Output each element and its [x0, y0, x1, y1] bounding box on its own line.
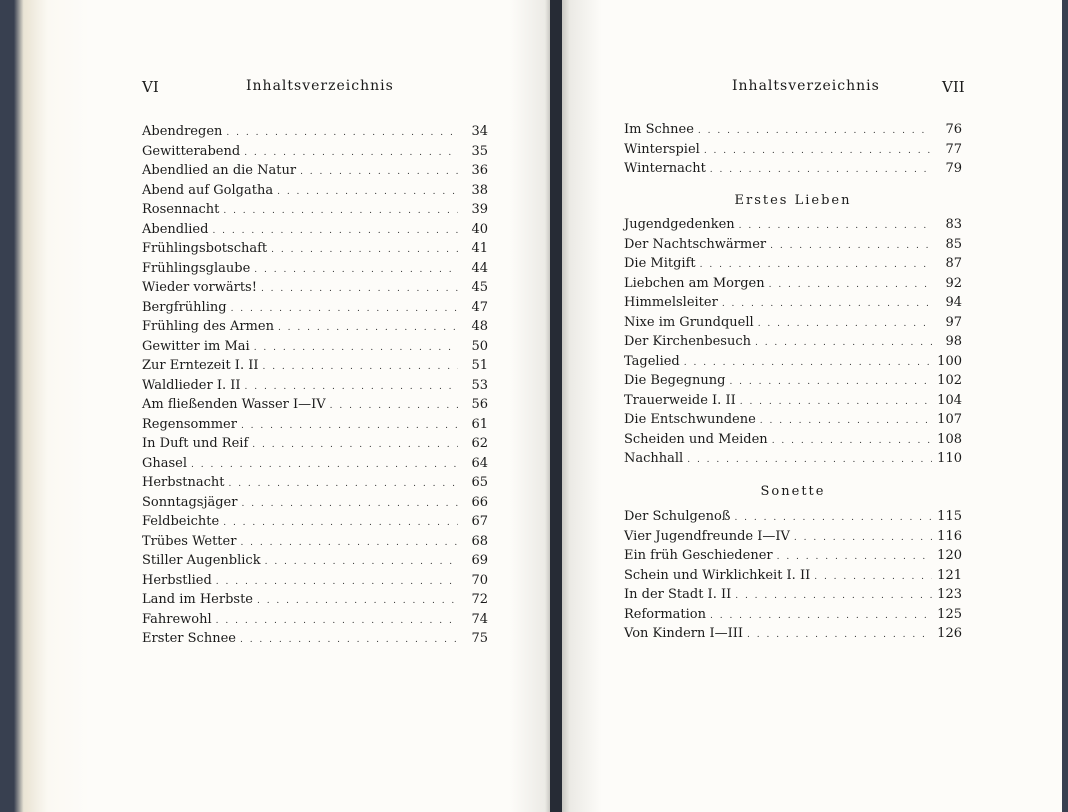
toc-leader-dots — [700, 260, 932, 270]
toc-leader-dots — [814, 572, 932, 582]
toc-entry — [142, 592, 488, 612]
toc-entry — [142, 280, 488, 300]
toc-leader-dots — [330, 401, 458, 411]
toc-entry — [624, 142, 962, 162]
toc-leader-dots — [241, 421, 458, 431]
toc-entry-title: Ein früh Geschiedener — [624, 548, 773, 563]
toc-leader-dots — [794, 533, 932, 543]
toc-entry — [142, 436, 488, 456]
toc-entry-title: Wieder vorwärts! — [142, 280, 257, 295]
toc-entry-page: 108 — [937, 431, 962, 447]
toc-entry — [142, 144, 488, 164]
toc-entry-title: Ghasel — [142, 455, 188, 471]
toc-entry-page: 53 — [471, 377, 488, 393]
left-page-number: VI — [142, 78, 159, 96]
toc-entry-title: In Duft und Reif — [142, 436, 249, 451]
toc-entry — [624, 451, 962, 471]
toc-entry-page: 36 — [471, 163, 488, 178]
section-title-sonette: Sonette — [760, 484, 826, 499]
toc-entry-title: Die Entschwundene — [624, 412, 756, 427]
toc-leader-dots — [687, 455, 932, 465]
toc-leader-dots — [223, 206, 458, 216]
toc-entry — [142, 397, 488, 417]
toc-leader-dots — [254, 343, 458, 353]
toc-list-sonette — [624, 509, 962, 646]
toc-entry-title: Rosennacht — [142, 202, 220, 217]
toc-entry — [624, 587, 962, 607]
toc-entry-title: Land im Herbste — [142, 592, 253, 607]
toc-entry-page: 115 — [937, 509, 962, 524]
toc-entry-title: Jugendgedenken — [624, 217, 735, 232]
toc-entry-page: 74 — [471, 611, 488, 627]
toc-entry-page: 45 — [471, 280, 488, 295]
toc-entry — [624, 412, 962, 432]
toc-leader-dots — [216, 616, 458, 626]
toc-entry-page: 35 — [471, 143, 488, 159]
toc-entry-page: 107 — [937, 412, 962, 427]
toc-entry — [142, 573, 488, 593]
toc-entry-title: Trübes Wetter — [142, 533, 237, 549]
toc-list-right-top — [624, 122, 962, 181]
toc-leader-dots — [223, 518, 458, 528]
toc-leader-dots — [300, 167, 458, 177]
toc-leader-dots — [191, 460, 458, 470]
toc-entry-title: Abendlied — [142, 221, 209, 237]
toc-entry — [624, 217, 962, 237]
toc-entry-title: Abend auf Golgatha — [142, 182, 274, 198]
toc-entry-title: Herbstnacht — [142, 475, 225, 490]
toc-entry-page: 38 — [471, 182, 488, 198]
toc-entry-page: 66 — [471, 494, 488, 510]
toc-leader-dots — [770, 241, 932, 251]
toc-entry-title: Herbstlied — [142, 572, 212, 588]
toc-entry — [142, 514, 488, 534]
toc-entry — [142, 456, 488, 476]
toc-entry-page: 76 — [945, 122, 962, 137]
toc-entry-title: Am fließenden Wasser I—IV — [142, 397, 326, 412]
toc-entry-page: 50 — [471, 338, 488, 354]
toc-entry-title: Vier Jugendfreunde I—IV — [624, 528, 790, 544]
toc-entry-page: 116 — [937, 528, 962, 544]
toc-entry — [142, 261, 488, 281]
toc-entry-title: Gewitterabend — [142, 143, 241, 159]
toc-entry-page: 102 — [937, 373, 962, 388]
toc-leader-dots — [729, 377, 932, 387]
toc-entry-page: 104 — [937, 392, 962, 408]
toc-entry-title: Sonntagsjäger — [142, 494, 238, 510]
toc-entry — [142, 534, 488, 554]
toc-entry-page: 83 — [945, 217, 962, 232]
toc-entry-page: 97 — [945, 314, 962, 330]
toc-entry-title: Frühlingsbotschaft — [142, 241, 268, 256]
toc-leader-dots — [271, 245, 458, 255]
toc-entry — [142, 183, 488, 203]
right-page-number: VII — [942, 78, 965, 96]
toc-entry-page: 87 — [945, 256, 962, 271]
toc-entry-page: 123 — [937, 587, 962, 602]
toc-entry — [142, 495, 488, 515]
toc-entry — [142, 417, 488, 437]
toc-entry-page: 34 — [471, 124, 488, 139]
toc-entry-page: 120 — [937, 548, 962, 563]
toc-entry — [624, 568, 962, 588]
toc-entry-title: Die Begegnung — [624, 373, 726, 388]
toc-entry-title: Fahrewohl — [142, 611, 212, 627]
toc-entry-page: 68 — [471, 533, 488, 549]
toc-entry-title: Im Schnee — [624, 122, 694, 137]
toc-entry-page: 41 — [471, 241, 488, 256]
toc-leader-dots — [228, 479, 458, 489]
toc-entry-title: Feldbeichte — [142, 514, 220, 529]
toc-leader-dots — [261, 284, 458, 294]
toc-entry — [142, 319, 488, 339]
left-page — [30, 0, 550, 812]
toc-leader-dots — [710, 611, 932, 621]
toc-entry — [624, 373, 962, 393]
toc-leader-dots — [769, 280, 932, 290]
toc-leader-dots — [777, 552, 932, 562]
toc-entry-title: Reformation — [624, 606, 706, 622]
toc-entry-title: Bergfrühling — [142, 299, 227, 315]
toc-leader-dots — [231, 304, 458, 314]
toc-entry — [624, 315, 962, 335]
toc-entry-title: In der Stadt I. II — [624, 587, 732, 602]
toc-entry-page: 40 — [471, 221, 488, 237]
toc-entry-page: 92 — [945, 275, 962, 291]
toc-entry-title: Von Kindern I—III — [624, 626, 744, 641]
toc-entry-page: 44 — [471, 260, 488, 276]
toc-entry-title: Abendlied an die Natur — [142, 163, 297, 178]
toc-entry-title: Himmelsleiter — [624, 295, 718, 310]
toc-entry — [142, 358, 488, 378]
toc-entry-page: 51 — [471, 358, 488, 373]
toc-leader-dots — [760, 416, 932, 426]
toc-entry-page: 65 — [471, 475, 488, 490]
toc-entry — [624, 256, 962, 276]
toc-entry — [142, 612, 488, 632]
toc-entry-page: 64 — [471, 455, 488, 471]
toc-entry-title: Zur Erntezeit I. II — [142, 358, 259, 373]
toc-entry-page: 56 — [471, 397, 488, 412]
toc-entry — [142, 378, 488, 398]
toc-entry-title: Der Nachtschwärmer — [624, 236, 767, 252]
toc-entry-title: Scheiden und Meiden — [624, 431, 768, 447]
toc-entry-page: 79 — [945, 161, 962, 176]
toc-leader-dots — [254, 265, 458, 275]
toc-leader-dots — [257, 596, 458, 606]
toc-leader-dots — [262, 362, 458, 372]
toc-leader-dots — [265, 557, 458, 567]
toc-entry — [142, 241, 488, 261]
toc-entry — [142, 631, 488, 651]
toc-entry — [624, 626, 962, 646]
toc-leader-dots — [735, 591, 932, 601]
toc-entry-title: Regensommer — [142, 416, 237, 432]
toc-entry-title: Die Mitgift — [624, 256, 696, 271]
toc-entry — [142, 222, 488, 242]
toc-leader-dots — [698, 126, 932, 136]
toc-leader-dots — [278, 323, 458, 333]
toc-entry-title: Der Kirchenbesuch — [624, 334, 751, 349]
toc-leader-dots — [755, 338, 932, 348]
toc-entry — [624, 161, 962, 181]
page-stack-edge — [14, 0, 30, 812]
toc-entry-title: Trauerweide I. II — [624, 392, 736, 408]
toc-entry — [624, 509, 962, 529]
toc-entry-title: Abendregen — [142, 124, 223, 139]
toc-entry — [624, 354, 962, 374]
toc-leader-dots — [252, 440, 458, 450]
toc-entry — [624, 548, 962, 568]
toc-entry-title: Der Schulgenoß — [624, 509, 731, 524]
toc-entry — [624, 276, 962, 296]
toc-leader-dots — [740, 397, 932, 407]
toc-entry — [142, 163, 488, 183]
toc-entry — [624, 393, 962, 413]
toc-entry-page: 69 — [471, 553, 488, 568]
toc-entry-page: 110 — [937, 451, 962, 466]
toc-leader-dots — [240, 635, 458, 645]
toc-entry — [624, 237, 962, 257]
toc-leader-dots — [684, 358, 932, 368]
toc-entry — [624, 122, 962, 142]
toc-leader-dots — [739, 221, 932, 231]
toc-entry — [142, 202, 488, 222]
toc-entry — [142, 300, 488, 320]
toc-entry-title: Schein und Wirklichkeit I. II — [624, 567, 811, 583]
toc-entry-page: 126 — [937, 626, 962, 641]
toc-leader-dots — [240, 538, 458, 548]
toc-entry — [624, 432, 962, 452]
toc-leader-dots — [216, 577, 458, 587]
toc-entry-title: Waldlieder I. II — [142, 377, 241, 393]
toc-entry-title: Erster Schnee — [142, 631, 236, 646]
toc-entry-page: 72 — [471, 592, 488, 607]
toc-entry — [624, 529, 962, 549]
toc-leader-dots — [747, 630, 932, 640]
toc-entry-title: Nixe im Grundquell — [624, 314, 754, 330]
toc-entry-page: 98 — [945, 334, 962, 349]
section-title-erstes-lieben: Erstes Lieben — [734, 193, 852, 208]
toc-entry-title: Winterspiel — [624, 141, 700, 157]
left-page-heading: Inhaltsverzeichnis — [246, 78, 394, 94]
toc-entry — [624, 295, 962, 315]
right-page-heading: Inhaltsverzeichnis — [732, 78, 880, 94]
toc-entry-title: Tagelied — [624, 353, 680, 369]
toc-leader-dots — [710, 165, 932, 175]
toc-entry-title: Liebchen am Morgen — [624, 275, 765, 291]
toc-leader-dots — [734, 513, 932, 523]
toc-leader-dots — [241, 499, 458, 509]
toc-leader-dots — [772, 436, 932, 446]
toc-entry-title: Frühlingsglaube — [142, 260, 251, 276]
toc-entry-page: 39 — [471, 202, 488, 217]
toc-entry-page: 61 — [471, 416, 488, 432]
toc-leader-dots — [704, 146, 932, 156]
toc-entry-page: 47 — [471, 299, 488, 315]
toc-leader-dots — [277, 187, 458, 197]
toc-entry-page: 62 — [471, 436, 488, 451]
toc-entry-title: Stiller Augenblick — [142, 553, 261, 568]
book-gutter — [550, 0, 562, 812]
toc-leader-dots — [244, 148, 458, 158]
toc-entry-page: 70 — [471, 572, 488, 588]
right-page — [562, 0, 1062, 812]
toc-entry — [142, 339, 488, 359]
toc-entry — [142, 553, 488, 573]
toc-entry-page: 67 — [471, 514, 488, 529]
toc-entry-page: 125 — [937, 606, 962, 622]
toc-entry-page: 75 — [471, 631, 488, 646]
toc-entry-page: 94 — [945, 295, 962, 310]
toc-leader-dots — [758, 319, 932, 329]
toc-leader-dots — [226, 128, 458, 138]
toc-entry — [142, 124, 488, 144]
toc-entry-title: Nachhall — [624, 451, 684, 466]
toc-entry-page: 85 — [945, 236, 962, 252]
toc-entry-page: 77 — [945, 141, 962, 157]
toc-leader-dots — [212, 226, 458, 236]
toc-list-left — [142, 124, 488, 651]
toc-list-erstes-lieben — [624, 217, 962, 471]
toc-entry-title: Frühling des Armen — [142, 319, 274, 334]
toc-entry-title: Winternacht — [624, 161, 706, 176]
toc-entry-page: 48 — [471, 319, 488, 334]
toc-entry — [624, 607, 962, 627]
toc-leader-dots — [722, 299, 932, 309]
toc-entry-page: 121 — [937, 567, 962, 583]
toc-entry-page: 100 — [937, 353, 962, 369]
toc-entry-title: Gewitter im Mai — [142, 338, 250, 354]
toc-leader-dots — [245, 382, 458, 392]
toc-entry — [142, 475, 488, 495]
toc-entry — [624, 334, 962, 354]
